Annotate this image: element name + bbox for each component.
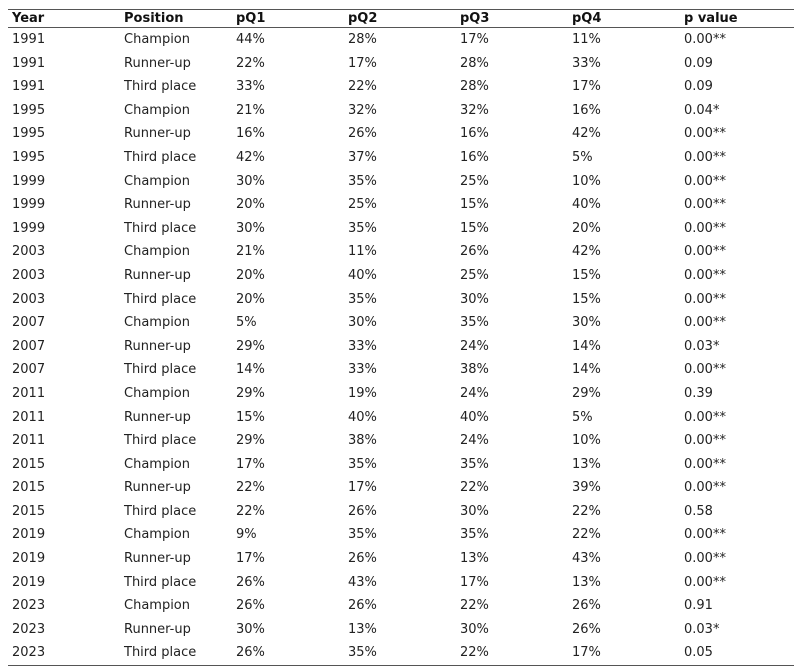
cell-p-value: 0.00** xyxy=(684,291,726,307)
cell-p-value: 0.04* xyxy=(684,102,720,118)
cell-p-value: 0.39 xyxy=(684,385,713,401)
cell-pq4: 26% xyxy=(572,621,601,637)
cell-position: Runner-up xyxy=(124,551,191,567)
cell-position: Champion xyxy=(124,244,191,260)
table-row xyxy=(8,476,794,500)
results-table-container xyxy=(8,9,794,666)
table-row xyxy=(8,641,794,665)
cell-pq4: 5% xyxy=(572,409,593,425)
cell-pq1: 42% xyxy=(236,149,265,165)
table-row xyxy=(8,335,794,359)
cell-p-value: 0.00** xyxy=(684,362,726,378)
table-row xyxy=(8,429,794,453)
cell-position: Champion xyxy=(124,456,191,472)
cell-position: Third place xyxy=(124,433,197,449)
table-row xyxy=(8,382,794,406)
cell-pq2: 17% xyxy=(348,480,377,496)
cell-pq2: 40% xyxy=(348,267,377,283)
table-row xyxy=(8,406,794,430)
cell-pq1: 22% xyxy=(236,55,265,71)
cell-pq3: 22% xyxy=(460,645,489,661)
cell-pq2: 35% xyxy=(348,645,377,661)
cell-pq4: 15% xyxy=(572,267,601,283)
cell-year: 2011 xyxy=(12,433,46,449)
cell-pq3: 26% xyxy=(460,244,489,260)
cell-pq2: 26% xyxy=(348,598,377,614)
cell-pq4: 17% xyxy=(572,645,601,661)
cell-pq1: 20% xyxy=(236,197,265,213)
cell-pq4: 15% xyxy=(572,291,601,307)
cell-position: Champion xyxy=(124,173,191,189)
cell-position: Runner-up xyxy=(124,55,191,71)
cell-pq1: 20% xyxy=(236,267,265,283)
cell-position: Runner-up xyxy=(124,338,191,354)
cell-pq4: 29% xyxy=(572,385,601,401)
cell-pq1: 5% xyxy=(236,315,257,331)
cell-pq1: 16% xyxy=(236,126,265,142)
table-body xyxy=(8,28,794,666)
cell-pq1: 15% xyxy=(236,409,265,425)
table-row xyxy=(8,170,794,194)
cell-pq2: 35% xyxy=(348,456,377,472)
table-row xyxy=(8,264,794,288)
cell-pq4: 11% xyxy=(572,32,601,47)
cell-p-value: 0.03* xyxy=(684,621,720,637)
cell-position: Runner-up xyxy=(124,267,191,283)
cell-position: Third place xyxy=(124,220,197,236)
cell-p-value: 0.00** xyxy=(684,433,726,449)
table-row xyxy=(8,99,794,123)
cell-pq1: 21% xyxy=(236,244,265,260)
cell-pq2: 33% xyxy=(348,338,377,354)
cell-pq4: 33% xyxy=(572,55,601,71)
cell-year: 1991 xyxy=(12,32,46,47)
cell-p-value: 0.00** xyxy=(684,574,726,590)
cell-pq4: 30% xyxy=(572,315,601,331)
cell-position: Champion xyxy=(124,385,191,401)
cell-position: Third place xyxy=(124,291,197,307)
cell-pq1: 14% xyxy=(236,362,265,378)
table-row xyxy=(8,288,794,312)
cell-pq2: 38% xyxy=(348,433,377,449)
cell-year: 2011 xyxy=(12,409,46,425)
cell-position: Champion xyxy=(124,102,191,118)
cell-pq4: 22% xyxy=(572,503,601,519)
cell-pq4: 42% xyxy=(572,244,601,260)
cell-p-value: 0.00** xyxy=(684,244,726,260)
cell-pq1: 29% xyxy=(236,385,265,401)
cell-pq1: 17% xyxy=(236,456,265,472)
table-row xyxy=(8,358,794,382)
cell-year: 2019 xyxy=(12,551,46,567)
cell-pq4: 22% xyxy=(572,527,601,543)
cell-pq1: 33% xyxy=(236,79,265,95)
cell-pq3: 17% xyxy=(460,32,489,47)
cell-pq2: 35% xyxy=(348,527,377,543)
cell-pq1: 30% xyxy=(236,173,265,189)
cell-year: 2019 xyxy=(12,574,46,590)
cell-pq1: 26% xyxy=(236,598,265,614)
cell-pq3: 30% xyxy=(460,503,489,519)
cell-p-value: 0.00** xyxy=(684,220,726,236)
table-row xyxy=(8,571,794,595)
cell-year: 1991 xyxy=(12,55,46,71)
cell-year: 2023 xyxy=(12,598,46,614)
cell-p-value: 0.09 xyxy=(684,79,713,95)
cell-pq2: 25% xyxy=(348,197,377,213)
cell-pq3: 30% xyxy=(460,291,489,307)
table-row xyxy=(8,217,794,241)
cell-pq1: 26% xyxy=(236,574,265,590)
cell-pq4: 10% xyxy=(572,433,601,449)
cell-pq1: 44% xyxy=(236,32,265,47)
cell-p-value: 0.00** xyxy=(684,126,726,142)
cell-pq4: 17% xyxy=(572,79,601,95)
cell-year: 2003 xyxy=(12,244,46,260)
cell-pq2: 28% xyxy=(348,32,377,47)
cell-pq2: 33% xyxy=(348,362,377,378)
cell-position: Champion xyxy=(124,315,191,331)
cell-pq3: 35% xyxy=(460,315,489,331)
cell-pq4: 5% xyxy=(572,149,593,165)
column-header-position: Position xyxy=(124,11,184,26)
cell-pq4: 10% xyxy=(572,173,601,189)
cell-pq2: 26% xyxy=(348,126,377,142)
cell-year: 1995 xyxy=(12,102,46,118)
cell-p-value: 0.00** xyxy=(684,456,726,472)
cell-pq3: 22% xyxy=(460,480,489,496)
cell-year: 2011 xyxy=(12,385,46,401)
cell-year: 1999 xyxy=(12,220,46,236)
cell-p-value: 0.03* xyxy=(684,338,720,354)
cell-pq2: 32% xyxy=(348,102,377,118)
cell-pq3: 38% xyxy=(460,362,489,378)
cell-year: 2007 xyxy=(12,338,46,354)
cell-pq1: 26% xyxy=(236,645,265,661)
cell-pq1: 29% xyxy=(236,433,265,449)
table-row xyxy=(8,122,794,146)
cell-year: 2003 xyxy=(12,267,46,283)
cell-pq3: 13% xyxy=(460,551,489,567)
cell-pq3: 24% xyxy=(460,433,489,449)
cell-pq1: 30% xyxy=(236,621,265,637)
cell-pq3: 28% xyxy=(460,55,489,71)
cell-year: 1995 xyxy=(12,149,46,165)
cell-pq3: 17% xyxy=(460,574,489,590)
cell-pq4: 16% xyxy=(572,102,601,118)
cell-pq2: 30% xyxy=(348,315,377,331)
cell-pq4: 26% xyxy=(572,598,601,614)
cell-year: 2019 xyxy=(12,527,46,543)
cell-p-value: 0.00** xyxy=(684,315,726,331)
cell-year: 2007 xyxy=(12,315,46,331)
cell-year: 1999 xyxy=(12,197,46,213)
cell-pq4: 14% xyxy=(572,338,601,354)
cell-pq4: 40% xyxy=(572,197,601,213)
cell-p-value: 0.00** xyxy=(684,32,726,47)
cell-p-value: 0.00** xyxy=(684,149,726,165)
column-header-year: Year xyxy=(12,11,45,26)
cell-p-value: 0.00** xyxy=(684,173,726,189)
cell-pq3: 24% xyxy=(460,338,489,354)
table-row xyxy=(8,523,794,547)
cell-pq4: 43% xyxy=(572,551,601,567)
cell-pq3: 25% xyxy=(460,173,489,189)
cell-pq3: 16% xyxy=(460,149,489,165)
table-row xyxy=(8,75,794,99)
cell-position: Third place xyxy=(124,503,197,519)
header-row xyxy=(8,10,794,28)
table-row xyxy=(8,52,794,76)
cell-p-value: 0.05 xyxy=(684,645,713,661)
column-header-pq1: pQ1 xyxy=(236,11,266,26)
cell-pq2: 26% xyxy=(348,551,377,567)
cell-position: Runner-up xyxy=(124,197,191,213)
cell-p-value: 0.00** xyxy=(684,267,726,283)
column-header-p-value: p value xyxy=(684,11,738,26)
cell-year: 1995 xyxy=(12,126,46,142)
cell-p-value: 0.00** xyxy=(684,551,726,567)
cell-pq3: 32% xyxy=(460,102,489,118)
cell-year: 2015 xyxy=(12,503,46,519)
cell-pq4: 39% xyxy=(572,480,601,496)
cell-pq3: 40% xyxy=(460,409,489,425)
cell-pq2: 11% xyxy=(348,244,377,260)
cell-position: Champion xyxy=(124,527,191,543)
cell-pq3: 15% xyxy=(460,197,489,213)
cell-pq3: 28% xyxy=(460,79,489,95)
cell-pq2: 35% xyxy=(348,220,377,236)
cell-position: Third place xyxy=(124,149,197,165)
cell-pq2: 40% xyxy=(348,409,377,425)
column-header-pq4: pQ4 xyxy=(572,11,602,26)
cell-year: 2015 xyxy=(12,456,46,472)
cell-pq1: 17% xyxy=(236,551,265,567)
cell-p-value: 0.09 xyxy=(684,55,713,71)
cell-pq2: 22% xyxy=(348,79,377,95)
cell-position: Runner-up xyxy=(124,409,191,425)
cell-pq3: 30% xyxy=(460,621,489,637)
cell-p-value: 0.58 xyxy=(684,503,713,519)
cell-pq2: 35% xyxy=(348,173,377,189)
cell-year: 2007 xyxy=(12,362,46,378)
cell-pq4: 13% xyxy=(572,574,601,590)
table-row xyxy=(8,594,794,618)
results-table xyxy=(8,9,794,666)
cell-pq2: 35% xyxy=(348,291,377,307)
cell-position: Third place xyxy=(124,574,197,590)
table-row xyxy=(8,240,794,264)
table-header xyxy=(8,10,794,28)
cell-pq1: 30% xyxy=(236,220,265,236)
cell-pq4: 14% xyxy=(572,362,601,378)
table-row xyxy=(8,146,794,170)
cell-position: Champion xyxy=(124,32,191,47)
cell-pq1: 20% xyxy=(236,291,265,307)
column-header-pq3: pQ3 xyxy=(460,11,490,26)
cell-position: Champion xyxy=(124,598,191,614)
cell-position: Third place xyxy=(124,79,197,95)
column-header-pq2: pQ2 xyxy=(348,11,378,26)
table-row xyxy=(8,193,794,217)
cell-pq3: 24% xyxy=(460,385,489,401)
cell-pq3: 25% xyxy=(460,267,489,283)
cell-position: Runner-up xyxy=(124,480,191,496)
cell-position: Runner-up xyxy=(124,126,191,142)
cell-pq4: 13% xyxy=(572,456,601,472)
table-row xyxy=(8,547,794,571)
table-row xyxy=(8,453,794,477)
table-row xyxy=(8,618,794,642)
cell-year: 2003 xyxy=(12,291,46,307)
cell-year: 1991 xyxy=(12,79,46,95)
cell-p-value: 0.00** xyxy=(684,409,726,425)
cell-pq1: 21% xyxy=(236,102,265,118)
cell-pq1: 22% xyxy=(236,480,265,496)
cell-pq1: 29% xyxy=(236,338,265,354)
cell-p-value: 0.00** xyxy=(684,527,726,543)
cell-p-value: 0.91 xyxy=(684,598,713,614)
cell-pq4: 42% xyxy=(572,126,601,142)
cell-pq3: 22% xyxy=(460,598,489,614)
cell-year: 1999 xyxy=(12,173,46,189)
cell-position: Third place xyxy=(124,645,197,661)
cell-pq2: 19% xyxy=(348,385,377,401)
cell-pq1: 9% xyxy=(236,527,257,543)
cell-pq2: 43% xyxy=(348,574,377,590)
cell-p-value: 0.00** xyxy=(684,480,726,496)
cell-pq2: 13% xyxy=(348,621,377,637)
table-row xyxy=(8,28,794,52)
cell-p-value: 0.00** xyxy=(684,197,726,213)
cell-year: 2023 xyxy=(12,621,46,637)
cell-pq2: 17% xyxy=(348,55,377,71)
cell-pq2: 26% xyxy=(348,503,377,519)
cell-pq3: 35% xyxy=(460,527,489,543)
cell-position: Runner-up xyxy=(124,621,191,637)
cell-pq1: 22% xyxy=(236,503,265,519)
cell-pq2: 37% xyxy=(348,149,377,165)
table-row xyxy=(8,500,794,524)
cell-year: 2015 xyxy=(12,480,46,496)
cell-pq3: 35% xyxy=(460,456,489,472)
cell-pq4: 20% xyxy=(572,220,601,236)
table-row xyxy=(8,311,794,335)
cell-position: Third place xyxy=(124,362,197,378)
cell-pq3: 15% xyxy=(460,220,489,236)
cell-year: 2023 xyxy=(12,645,46,661)
cell-pq3: 16% xyxy=(460,126,489,142)
